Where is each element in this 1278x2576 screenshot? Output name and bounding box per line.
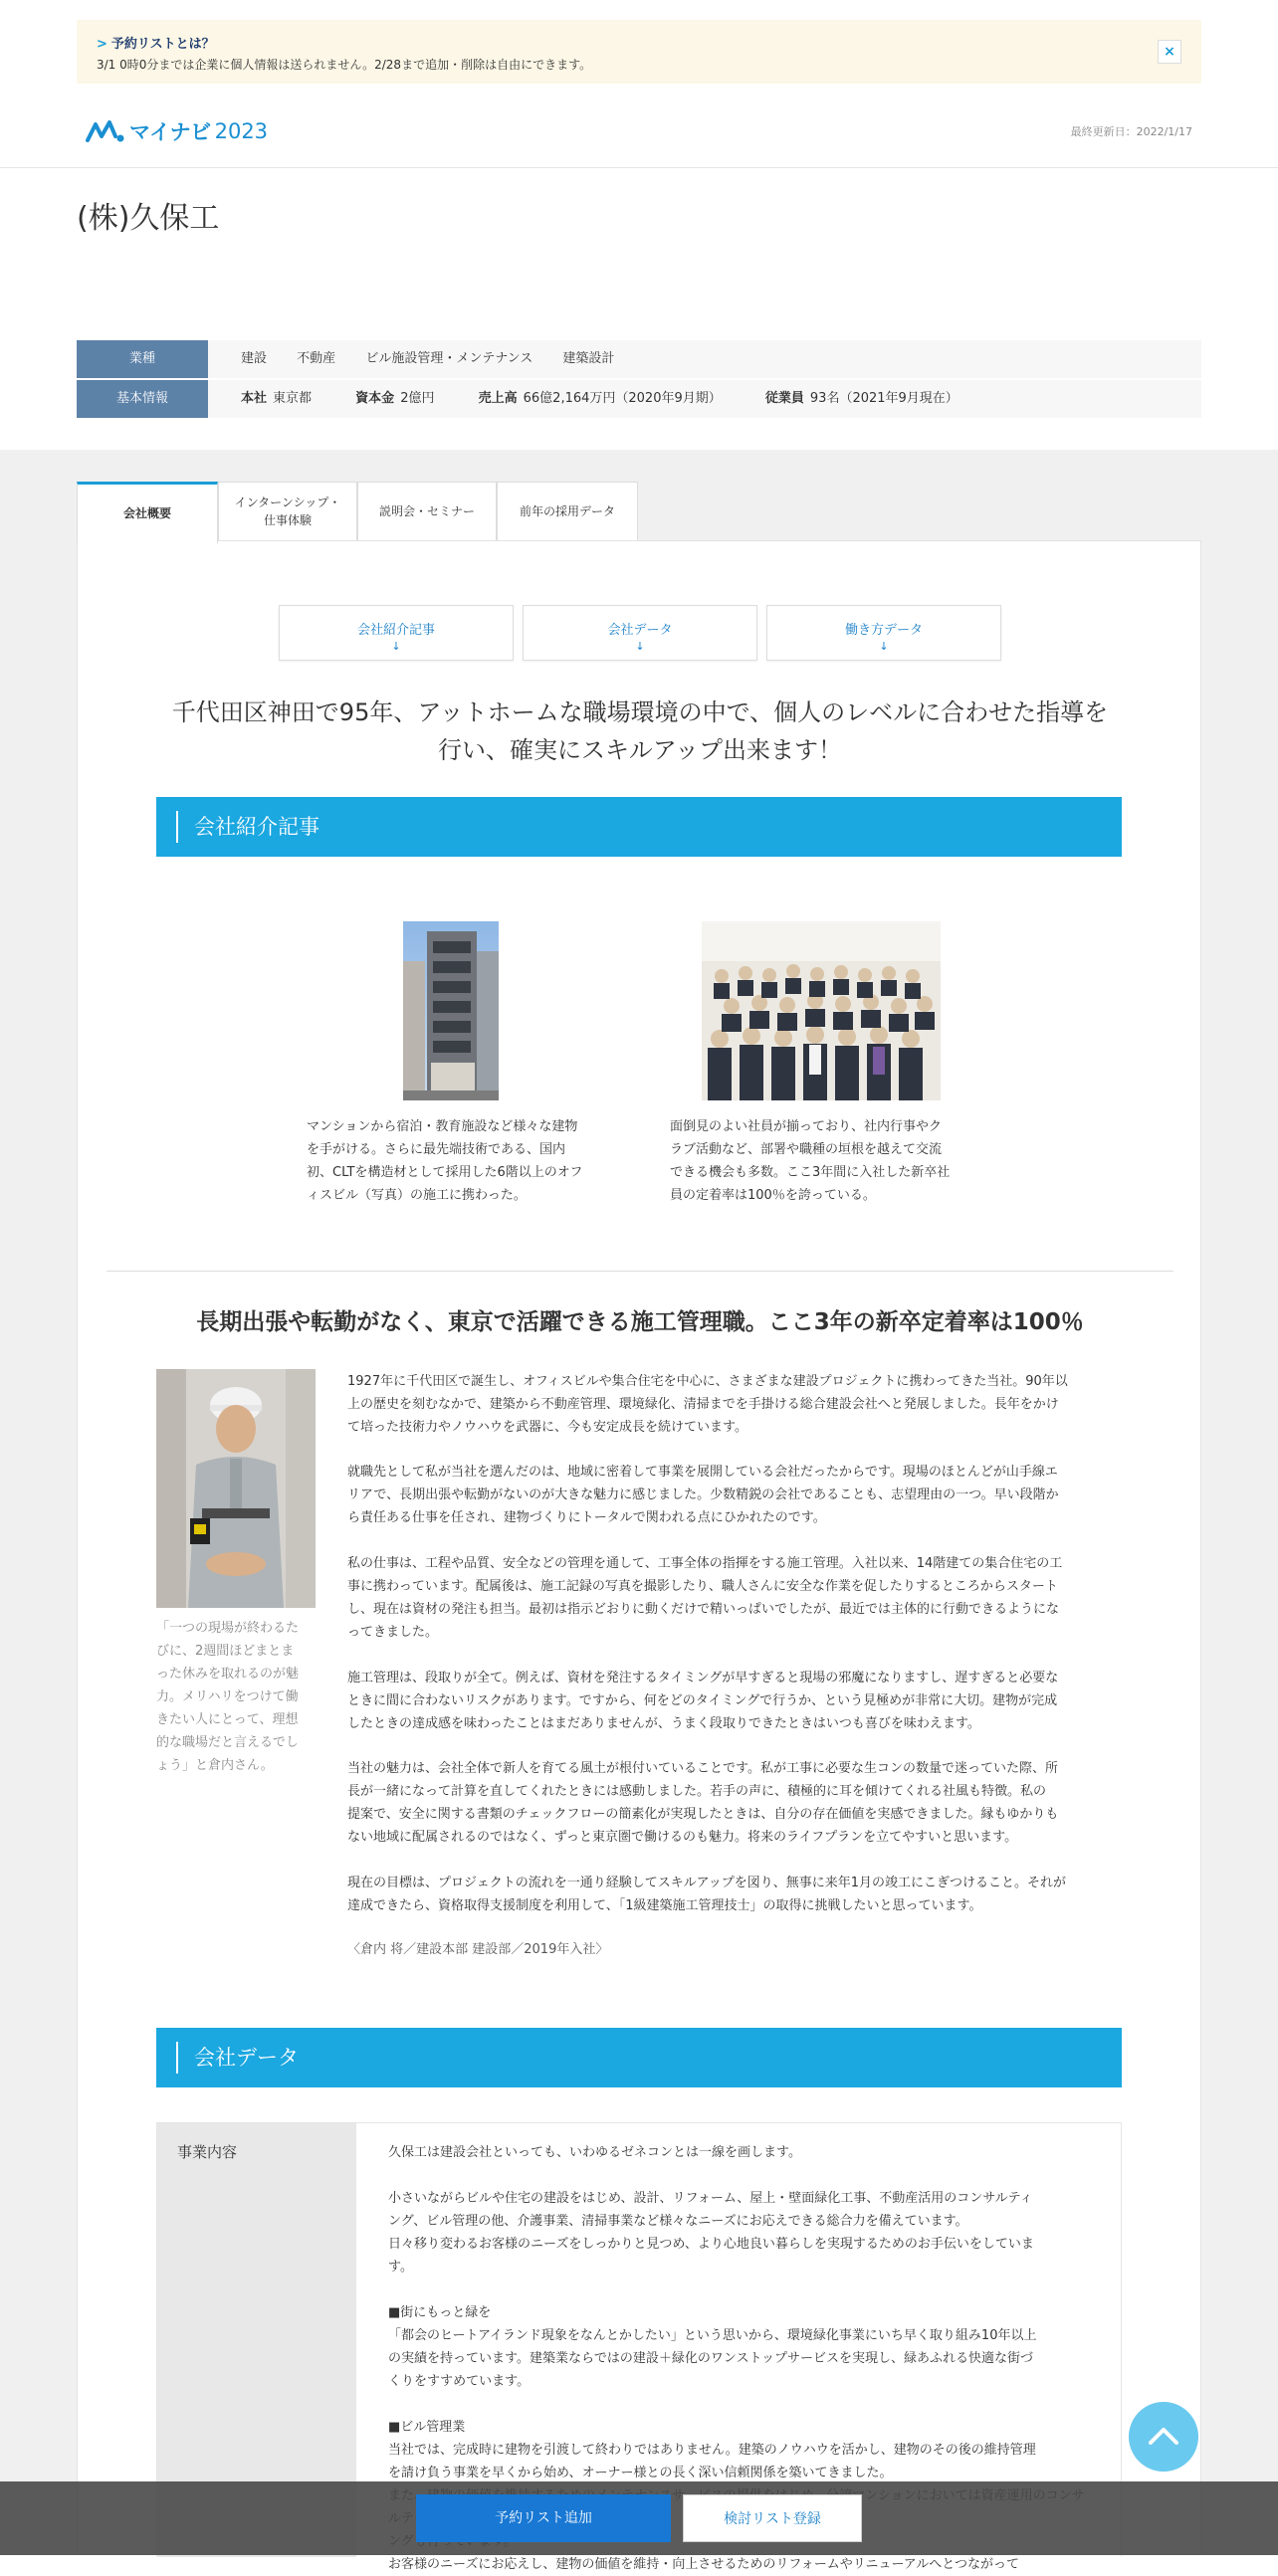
logo-text: マイナビ: [129, 120, 211, 144]
employee-signature: 〈倉内 将／建設本部 建設部／2019年入社〉: [347, 1942, 609, 1957]
add-consider-list-button[interactable]: 検討リスト登録: [683, 2494, 862, 2542]
text-line: 提案で、安全に関する書類のチェックフローの簡素化が実現したときは、自分の存在価値を実感できました。縁もゆかりも: [347, 1807, 1059, 1822]
arrow-down-icon: ↓: [879, 640, 889, 653]
caption-line: った休みを取れるのが魅: [156, 1667, 300, 1682]
text-line: 達成できたら、資格取得支援制度を利用して、「1級建築施工管理技士」の取得に挑戦したいと思っています。: [347, 1898, 982, 1913]
basic-info-label: 基本情報: [77, 380, 208, 418]
article-paragraph: [347, 1757, 1124, 1849]
text-line: 久保工は建設会社といっても、いわゆるゼネコンとは一線を画します。: [388, 2145, 801, 2160]
text-line: したときの達成感を味わったことはまだありませんが、うまく段取りできたときはいつも喜びを味わえます。: [347, 1716, 980, 1731]
caption-line: 員の定着率は100％を誇っている。: [670, 1188, 876, 1203]
reservation-notice: [77, 20, 1201, 84]
notice-text: 3/1 0時0分までは企業に個人情報は送られません。2/28まで追加・削除は自由にできます。: [97, 58, 592, 72]
text-line: ら責任ある仕事を任され、建物づくりにトータルで関われる点にひかれたのです。: [347, 1510, 826, 1525]
caption-line: 的な職場だと言えるでし: [156, 1735, 299, 1750]
notice-title-text: 予約リストとは？: [110, 37, 215, 52]
caption-line: 初、CLTを構造材として採用した6階以上のオフ: [307, 1165, 583, 1180]
group-photo-image: [702, 921, 941, 1100]
business-label: 事業内容: [177, 2143, 238, 2161]
article-paragraph: [347, 1552, 1124, 1644]
capital-key: 資本金: [355, 391, 395, 406]
tab-recruit-data[interactable]: 前年の採用データ: [497, 482, 638, 541]
hq-value: 東京都: [273, 391, 313, 406]
text-line: ■ビル管理業: [388, 2420, 466, 2435]
tab-internship[interactable]: [218, 482, 357, 541]
text-line: 就職先として私が当社を選んだのは、地域に密着して事業を展開している会社だったからです。現場のほとんどが山手線エ: [347, 1465, 1058, 1480]
article-paragraph: [347, 1461, 1124, 1529]
text-line: 小さいながらビルや住宅の建設をはじめ、設計、リフォーム、屋上・壁面緑化工事、不動産活用のコンサルティ: [388, 2191, 1033, 2206]
industry-item: 建築設計: [562, 351, 615, 366]
sales-value: 66億2,164万円（2020年9月期）: [523, 391, 722, 406]
industry-item: 建設: [241, 351, 268, 366]
mynavi-logo[interactable]: [86, 115, 268, 147]
header-divider: [0, 167, 1278, 168]
chevron-right-icon: >: [97, 37, 107, 52]
staff-key: 従業員: [764, 391, 804, 406]
tab-internship-line2: 仕事体験: [263, 512, 312, 527]
staff-value: 93名（2021年9月現在）: [809, 391, 958, 406]
text-line: 当社の魅力は、会社全体で新人を育てる風土が根付いていることです。私が工事に必要な生コンの数量で迷っていた際、所: [347, 1761, 1058, 1776]
group-photo-caption: [670, 1115, 988, 1207]
section-title: 会社紹介記事: [194, 815, 320, 839]
building-photo-caption: [307, 1115, 605, 1207]
employee-photo: [156, 1369, 316, 1608]
section-header-intro: [156, 797, 1122, 857]
section-bar-accent: [176, 2042, 178, 2074]
employee-photo-caption: [156, 1617, 316, 1777]
caption-line: ラブ活動など、部署や職種の垣根を越えて交流: [670, 1142, 943, 1157]
industry-row: [77, 340, 1201, 378]
text-line: 施工管理は、段取りが全て。例えば、資材を発注するタイミングが早すぎると現場の邪魔になりますし、遅すぎると必要な: [347, 1671, 1059, 1685]
text-line: 日々移り変わるお客様のニーズをしっかりと見つめ、より心地良い暮らしを実現するためのお手伝いをしていま: [388, 2237, 1034, 2252]
text-line: 長が一緒になって計算を直してくれたときには感動しました。若手の声に、積極的に耳を傾けてくれる社風も特徴。私の: [347, 1784, 1047, 1799]
text-line: 現在の目標は、プロジェクトの流れを一通り経験してスキルアップを図り、無事に来年1月の竣工にこぎつけること。それが: [347, 1876, 1066, 1890]
caption-line: ィスビル（写真）の施工に携わった。: [307, 1188, 527, 1203]
building-photo: [403, 921, 499, 1100]
caption-line: を手がける。さらに最先端技術である、国内: [307, 1142, 566, 1157]
tab-company-overview[interactable]: 会社概要: [77, 482, 218, 543]
anchor-company-data[interactable]: [523, 605, 757, 661]
text-line: の実績を持っています。建築業ならではの建設＋緑化のワンストップサービスを実現し、緑あふれる快適な街づ: [388, 2351, 1034, 2366]
basic-info-values: [241, 380, 958, 418]
mynavi-mark-icon: [86, 118, 125, 144]
section-divider: [106, 1271, 1173, 1272]
caption-line: きたい人にとって、理想: [156, 1712, 299, 1727]
arrow-down-icon: ↓: [391, 640, 401, 653]
building-photo-image: [403, 921, 499, 1100]
company-tabs: [77, 482, 638, 541]
logo-year: 2023: [214, 119, 269, 143]
text-line: 「都会のヒートアイランド現象をなんとかしたい」という思いから、環境緑化事業にいち早く取り組み10年以上: [388, 2328, 1037, 2343]
tab-seminar[interactable]: 説明会・セミナー: [357, 482, 497, 541]
article-paragraph: [347, 1370, 1124, 1439]
industry-item: ビル施設管理・メンテナンス: [365, 351, 533, 366]
text-line: リアで、長期出張や転勤がないのが大きな魅力に感じました。少数精鋭の会社であることも、志望理由の一つ。早い段階か: [347, 1487, 1059, 1502]
anchor-data-label: 会社データ: [607, 623, 673, 638]
article-paragraph: [347, 1872, 1124, 1917]
anchor-work-style[interactable]: [766, 605, 1001, 661]
section-title: 会社データ: [194, 2046, 299, 2070]
company-name: (株)久保工: [77, 201, 220, 236]
main-panel: [77, 540, 1201, 2572]
employee-photo-image: [156, 1369, 316, 1608]
article-heading: 長期出張や転勤がなく、東京で活躍できる施工管理職。ここ3年の新卒定着率は100％: [196, 1309, 1084, 1335]
article-paragraph: [347, 1667, 1124, 1735]
text-line: ときに間に合わないリスクがあります。ですから、何をどのタイミングで行うか、という見極めが非常に大切。建物が完成: [347, 1693, 1058, 1708]
bottom-action-bar: [0, 2481, 1278, 2555]
caption-line: びに、2週間ほどまとま: [156, 1644, 295, 1659]
text-line: 私の仕事は、工程や品質、安全などの管理を通して、工事全体の指揮をする施工管理。入社以来、14階建ての集合住宅の工: [347, 1556, 1063, 1571]
text-line: て培った技術力やノウハウを武器に、今も安定成長を続けています。: [347, 1420, 747, 1435]
text-line: ■街にもっと緑を: [388, 2305, 492, 2320]
scroll-to-top-button[interactable]: [1129, 2402, 1198, 2472]
lead-line-1: 千代田区神田で95年、アットホームな職場環境の中で、個人のレベルに合わせた指導を: [171, 698, 1109, 726]
arrow-down-icon: ↓: [635, 640, 645, 653]
anchor-intro-label: 会社紹介記事: [356, 623, 435, 638]
section-bar-accent: [176, 811, 178, 843]
text-line: お客様のニーズにお応えし、建物の価値を維持・向上させるためのリフォームやリニューアルへとつながって: [388, 2557, 1020, 2572]
add-reservation-list-button[interactable]: 予約リスト追加: [416, 2494, 671, 2542]
lead-catchphrase: [147, 694, 1133, 769]
caption-line: 面倒見のよい社員が揃っており、社内行事やク: [670, 1119, 943, 1134]
caption-line: 力。メリハリをつけて働: [156, 1689, 299, 1704]
text-line: 上の歴史を刻むなかで、建築から不動産管理、環境緑化、清掃までを手掛ける総合建設会社へと発展しました。長年をかけ: [347, 1397, 1059, 1412]
text-line: を請け負う事業を早くから始め、オーナー様との長く深い信頼関係を築いてきました。: [388, 2466, 893, 2480]
section-header-company-data: [156, 2028, 1122, 2087]
text-line: ング、ビル管理の他、介護事業、清掃事業など様々なニーズにお応えできる総合力を備えています。: [388, 2214, 968, 2229]
text-line: す。: [388, 2260, 413, 2275]
text-line: 当社では、完成時に建物を引渡して終わりではありません。建築のノウハウを活かし、建物のその後の維持管理: [388, 2443, 1036, 2458]
caption-line: 「一つの現場が終わるた: [156, 1621, 300, 1636]
text-line: 1927年に千代田区で誕生し、オフィスビルや集合住宅を中心に、さまざまな建設プロジェクトに携わってきた当社。90年以: [347, 1374, 1068, 1389]
sales-key: 売上高: [478, 391, 518, 406]
caption-line: ょう」と倉内さん。: [156, 1758, 274, 1773]
last-updated: 最終更新日：2022/1/17: [1070, 125, 1192, 138]
caption-line: できる機会も多数。ここ3年間に入社した新卒社: [670, 1165, 951, 1180]
capital-value: 2億円: [400, 391, 435, 406]
text-line: くりをすすめています。: [388, 2374, 531, 2389]
text-line: ってきました。: [347, 1625, 439, 1640]
caption-line: マンションから宿泊・教育施設など様々な建物: [307, 1119, 578, 1134]
chevron-up-icon: [1129, 2402, 1198, 2472]
notice-title-link[interactable]: [97, 33, 215, 52]
industry-label: 業種: [77, 340, 208, 378]
industry-values: [241, 340, 614, 378]
text-line: ない地域に配属されるのではなく、ずっと東京圏で働けるのも魅力。将来のライフプランを立てやすいと思います。: [347, 1830, 1018, 1845]
text-line: し、現在は資材の発注も担当。最初は指示どおりに動くだけで精いっぱいでしたが、最近では主体的に行動できるようにな: [347, 1602, 1060, 1617]
hq-key: 本社: [241, 391, 268, 406]
industry-item: 不動産: [297, 351, 336, 366]
close-icon[interactable]: ×: [1158, 40, 1181, 64]
text-line: 事に携わっています。配属後は、施工記録の写真を撮影したり、職人さんに安全な作業を促したりするところからスタート: [347, 1579, 1058, 1594]
group-photo: [702, 921, 941, 1100]
anchor-work-label: 働き方データ: [844, 623, 923, 638]
basic-info-row: [77, 380, 1201, 418]
tab-internship-line1: インターンシップ・: [234, 495, 341, 510]
lead-line-2: 行い、確実にスキルアップ出来ます！: [437, 736, 843, 764]
anchor-intro-article[interactable]: [279, 605, 514, 661]
